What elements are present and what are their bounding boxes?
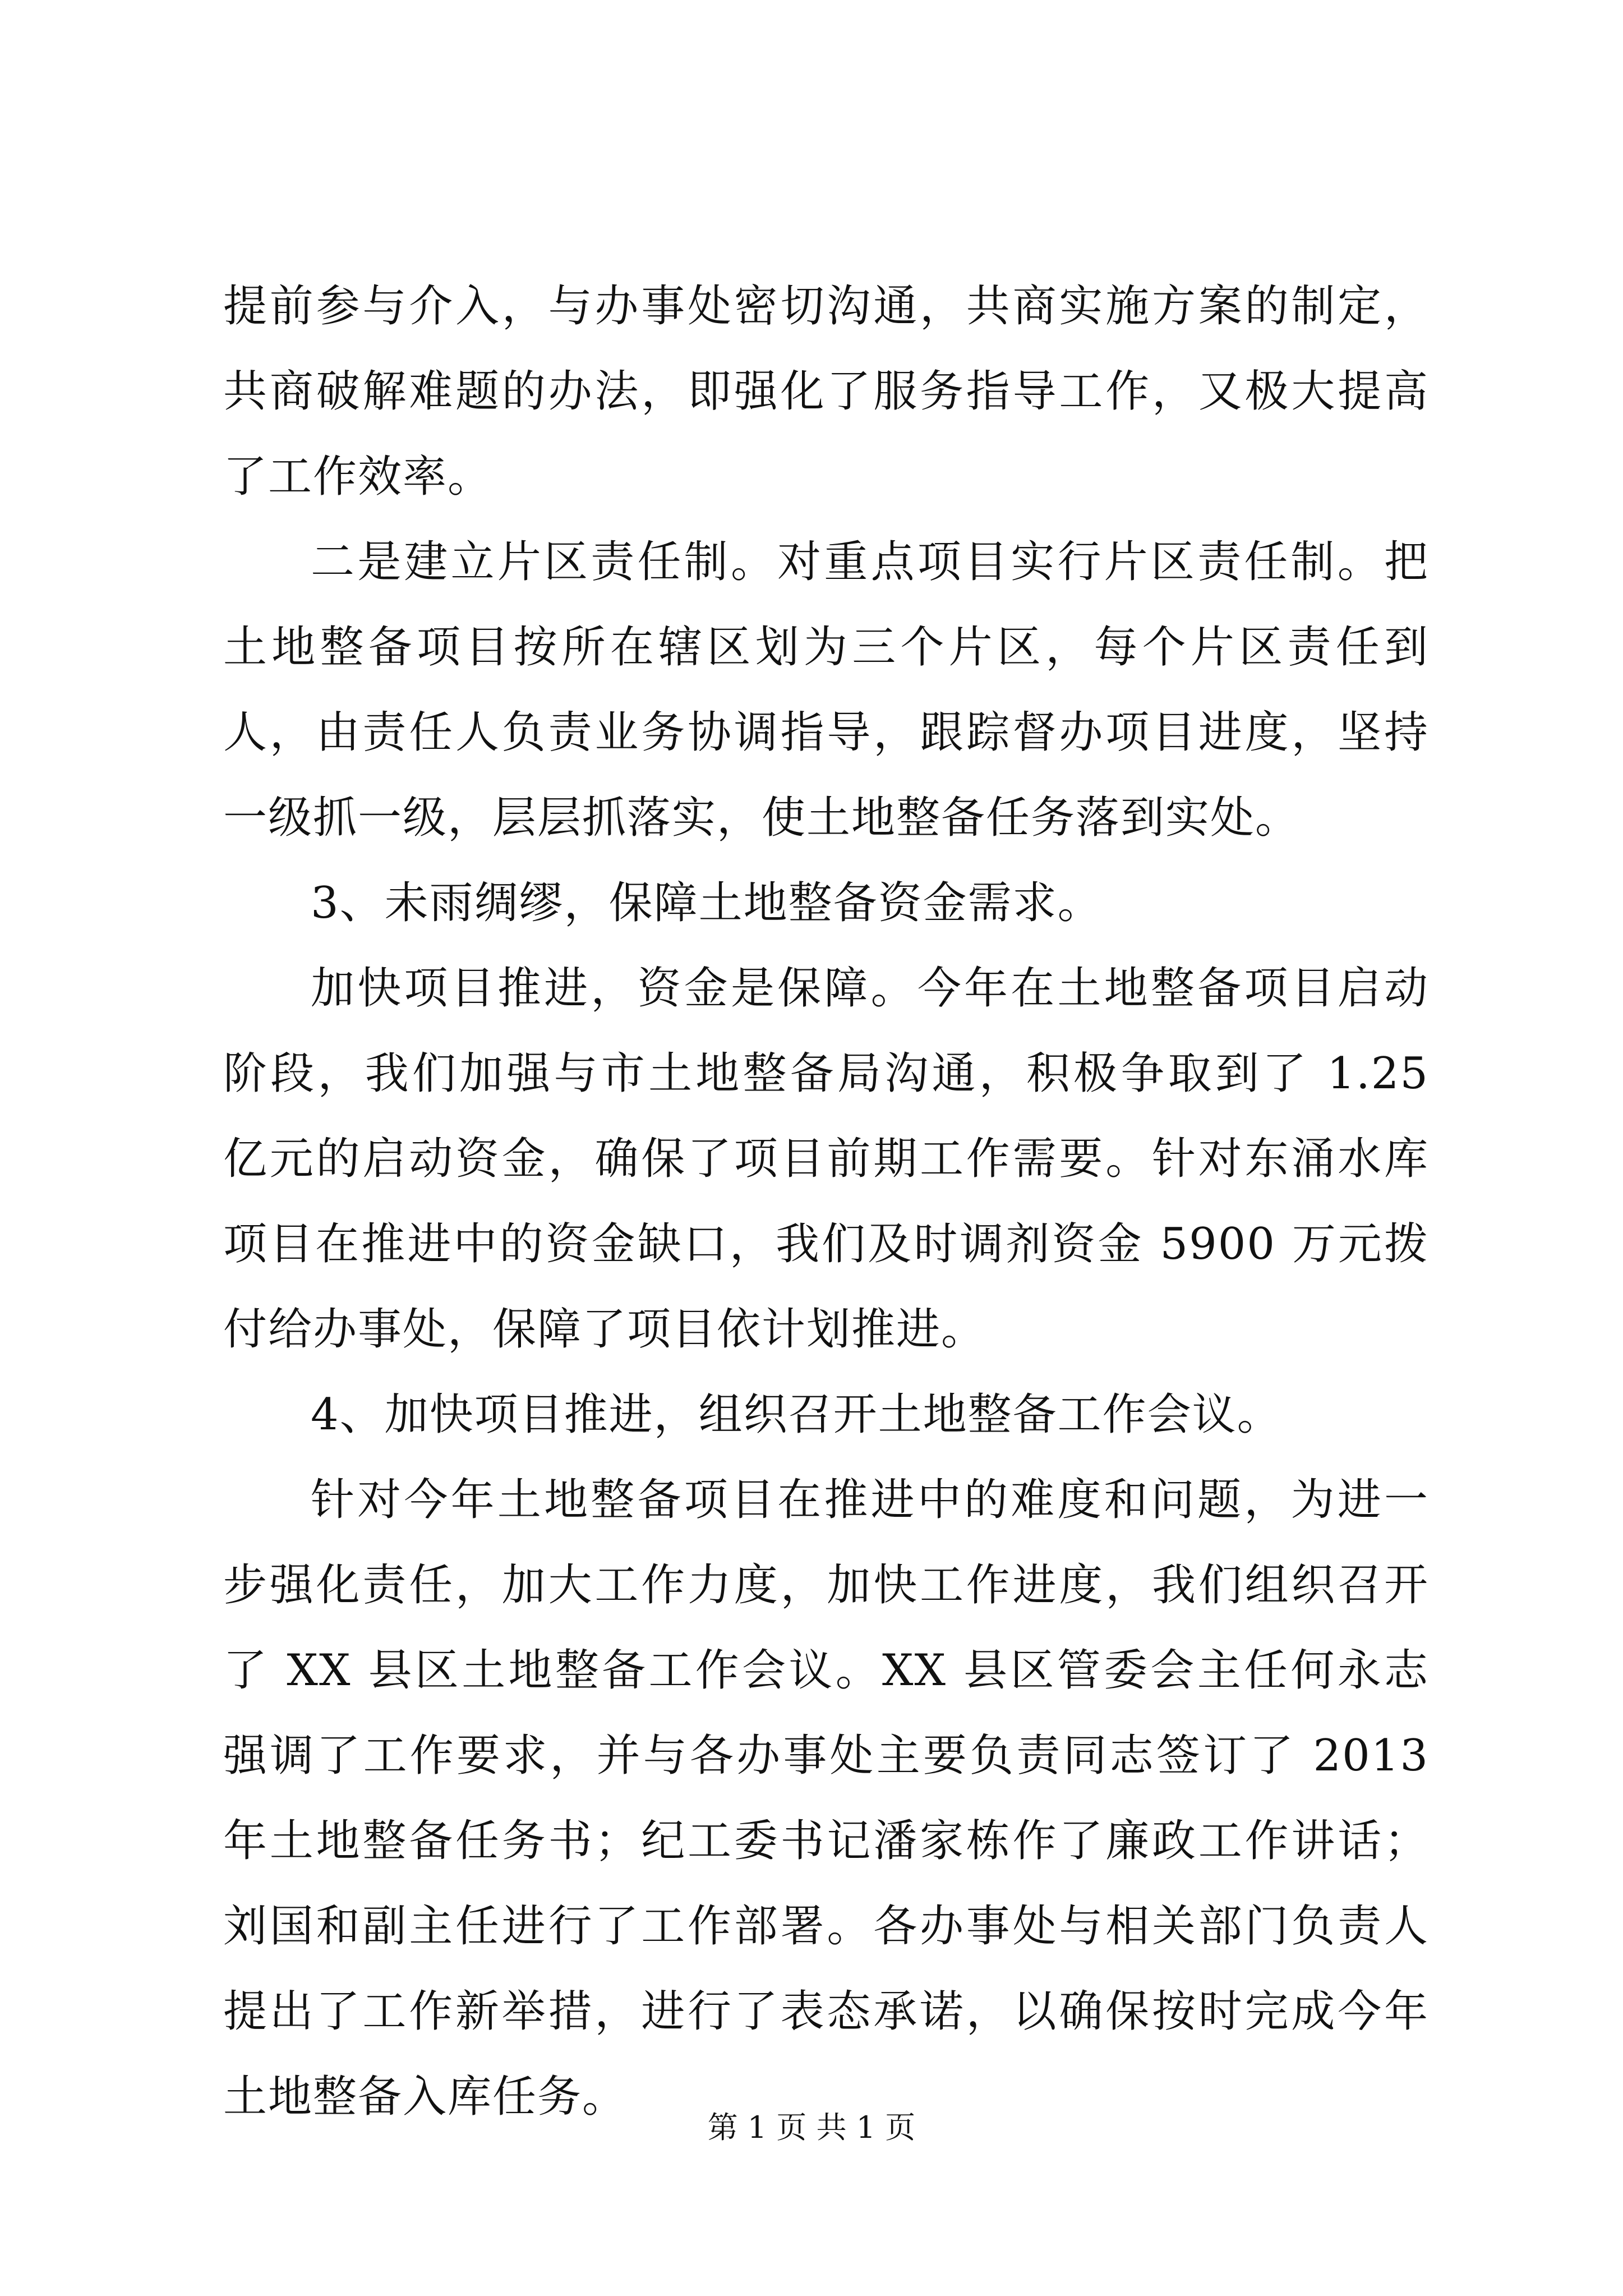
paragraph-work-meeting: 针对今年土地整备项目在推进中的难度和问题，为进一步强化责任，加大工作力度，加快工作进度，我们组织召开了 XX 县区土地整备工作会议。XX 县区管委会主任何永志强调了工作要求，并与各办事处主要负责同志签订了 2013 年土地整备任务书；纪工委书记潘家栋作了廉政工作讲话；刘国和副主任进行了工作部署。各办事处与相关部门负责人提出了工作新举措，进行了表态承诺，以确保按时完成今年土地整备入库任务。 (223, 1475, 1429, 2122)
paragraph-continuation: 提前参与介入，与办事处密切沟通，共商实施方案的制定，共商破解难题的办法，即强化了服务指导工作，又极大提高了工作效率。 (223, 281, 1429, 502)
section-heading-3: 3、未雨绸缪，保障土地整备资金需求。 (311, 878, 1103, 928)
page-footer: 第 1 页 共 1 页 (707, 2110, 916, 2145)
document-body (223, 264, 1429, 2139)
paragraph-funding: 加快项目推进，资金是保障。今年在土地整备项目启动阶段，我们加强与市土地整备局沟通，积极争取到了 1.25 亿元的启动资金，确保了项目前期工作需要。针对东涌水库项目在推进中的资金缺口，我们及时调剂资金 5900 万元拨付给办事处，保障了项目依计划推进。 (223, 963, 1429, 1355)
paragraph-district-responsibility: 二是建立片区责任制。对重点项目实行片区责任制。把土地整备项目按所在辖区划为三个片区，每个片区责任到人，由责任人负责业务协调指导，跟踪督办项目进度，坚持一级抓一级，层层抓落实，使土地整备任务落到实处。 (223, 537, 1429, 843)
section-heading-4: 4、加快项目推进，组织召开土地整备工作会议。 (311, 1389, 1282, 1440)
